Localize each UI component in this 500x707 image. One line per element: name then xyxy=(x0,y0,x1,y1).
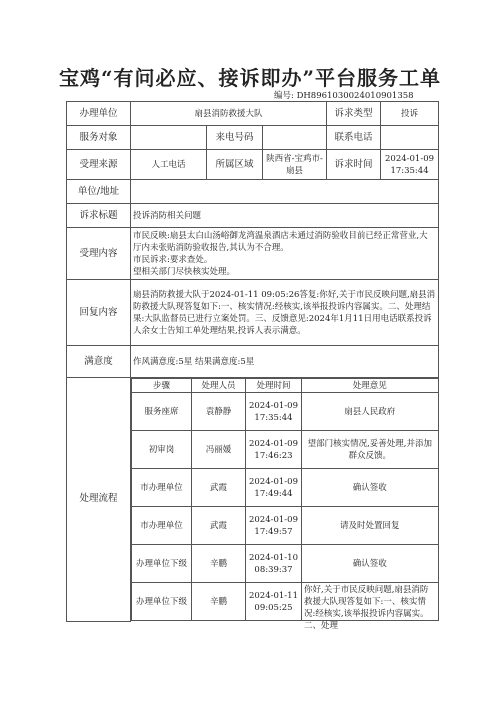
flow-step: 市办理单位 xyxy=(132,469,192,507)
flow-row xyxy=(132,431,439,469)
flow-time: 2024-01-11 09:05:25 xyxy=(246,583,302,621)
flow-row xyxy=(132,507,439,545)
work-order-number: 编号: DH896103002401090135​8 xyxy=(274,91,414,101)
satisfaction-value: 作风满意度:5星 结果满意度:5星 xyxy=(131,346,439,378)
unit-value: 扇县消防救援大队 xyxy=(131,102,327,126)
flow-time: 2024-01-10 08:39:37 xyxy=(246,545,302,583)
satisfaction-label: 满意度 xyxy=(67,346,131,378)
contact-value xyxy=(381,126,439,150)
phone-value xyxy=(263,126,327,150)
area-value: 陕西省-宝鸡市-扇县 xyxy=(263,150,327,180)
flow-opinion: 望部门核实情况,妥善处理,并添加群众反馈。 xyxy=(302,431,439,469)
content-label: 受理内容 xyxy=(67,228,131,280)
flow-step: 初审岗 xyxy=(132,431,192,469)
flow-row xyxy=(132,545,439,583)
flow-time: 2024-01-09 17:49:57 xyxy=(246,507,302,545)
flow-label: 处理流程 xyxy=(67,378,131,622)
flow-time: 2024-01-09 17:35:44 xyxy=(246,393,302,431)
flow-person: 武霞 xyxy=(192,507,246,545)
time-label: 诉求时间 xyxy=(327,150,381,180)
flow-opinion: 请及时处置回复 xyxy=(302,507,439,545)
type-label: 诉求类型 xyxy=(327,102,381,126)
flow-person: 袁静静 xyxy=(192,393,246,431)
content-line: 市民诉求:要求查处。 xyxy=(133,254,213,265)
flow-time: 2024-01-09 17:49:44 xyxy=(246,469,302,507)
source-value: 人工电话 xyxy=(131,150,207,180)
content-line: 市民反映:扇县太白山汤峪御龙湾温泉酒店未通过消防验收目前已经正常营业,大厅内未张贴消防验收报告,其认为不合理。 xyxy=(133,230,428,253)
content-line: 望相关部门尽快核实处理。 xyxy=(133,266,236,277)
flow-opinion: 确认签收 xyxy=(302,469,439,507)
contact-label: 联系电话 xyxy=(327,126,381,150)
reply-label: 回复内容 xyxy=(67,280,131,346)
page-title: 宝鸡“有问必应、接诉即办”平台服务工单 xyxy=(58,66,441,90)
time-value: 2024-01-09 17:35:44 xyxy=(381,150,439,180)
flow-table xyxy=(131,378,439,631)
flow-opinion xyxy=(302,583,439,631)
type-value: 投诉 xyxy=(381,102,439,126)
flow-row xyxy=(132,583,439,621)
source-label: 受理来源 xyxy=(67,150,131,180)
flow-header-person: 处理人员 xyxy=(192,379,246,393)
flow-person: 辛鹏 xyxy=(192,545,246,583)
reply-value: 扇县消防救援大队于2024-01-11 09:05:26答复:你好,关于市民反映问题,扇县消防救援大队现答复如下:一、核实情况:经核实,该举报投诉内容属实。二、处理结果:大队监督员已进行立案处罚。三、反馈意见:2024年1月11日用电话联系投诉人余女士告知工单处理结果,投诉人表示满意。 xyxy=(131,280,439,346)
service-label: 服务对象 xyxy=(67,126,131,150)
flow-header-time: 处理时间 xyxy=(246,379,302,393)
address-label: 单位/地址 xyxy=(67,180,131,204)
service-value xyxy=(131,126,207,150)
flow-person: 冯丽媛 xyxy=(192,431,246,469)
flow-person: 辛鹏 xyxy=(192,583,246,621)
flow-time: 2024-01-09 17:46:23 xyxy=(246,431,302,469)
content-value xyxy=(131,228,439,280)
area-label: 所属区域 xyxy=(207,150,263,180)
flow-step: 市办理单位 xyxy=(132,507,192,545)
flow-opinion-text: 你好,关于市民反映问题,扇县消防救援大队现答复如下:一、核实情况:经核实,该举报投诉内容属实。二、处理 xyxy=(304,584,429,631)
flow-row xyxy=(132,469,439,507)
flow-step: 办理单位下级 xyxy=(132,583,192,621)
flow-header-opinion: 处理意见 xyxy=(302,379,439,393)
subject-label: 诉求标题 xyxy=(67,204,131,228)
flow-header-step: 步骤 xyxy=(132,379,192,393)
address-value xyxy=(131,180,439,204)
flow-person: 武霞 xyxy=(192,469,246,507)
phone-label: 来电号码 xyxy=(207,126,263,150)
subject-value: 投诉消防相关问题 xyxy=(131,204,439,228)
flow-opinion: 扇县人民政府 xyxy=(302,393,439,431)
flow-step: 办理单位下级 xyxy=(132,545,192,583)
unit-label: 办理单位 xyxy=(67,102,131,126)
flow-step: 服务座席 xyxy=(132,393,192,431)
work-order-table xyxy=(66,101,439,631)
flow-row xyxy=(132,393,439,431)
flow-opinion: 确认签收 xyxy=(302,545,439,583)
